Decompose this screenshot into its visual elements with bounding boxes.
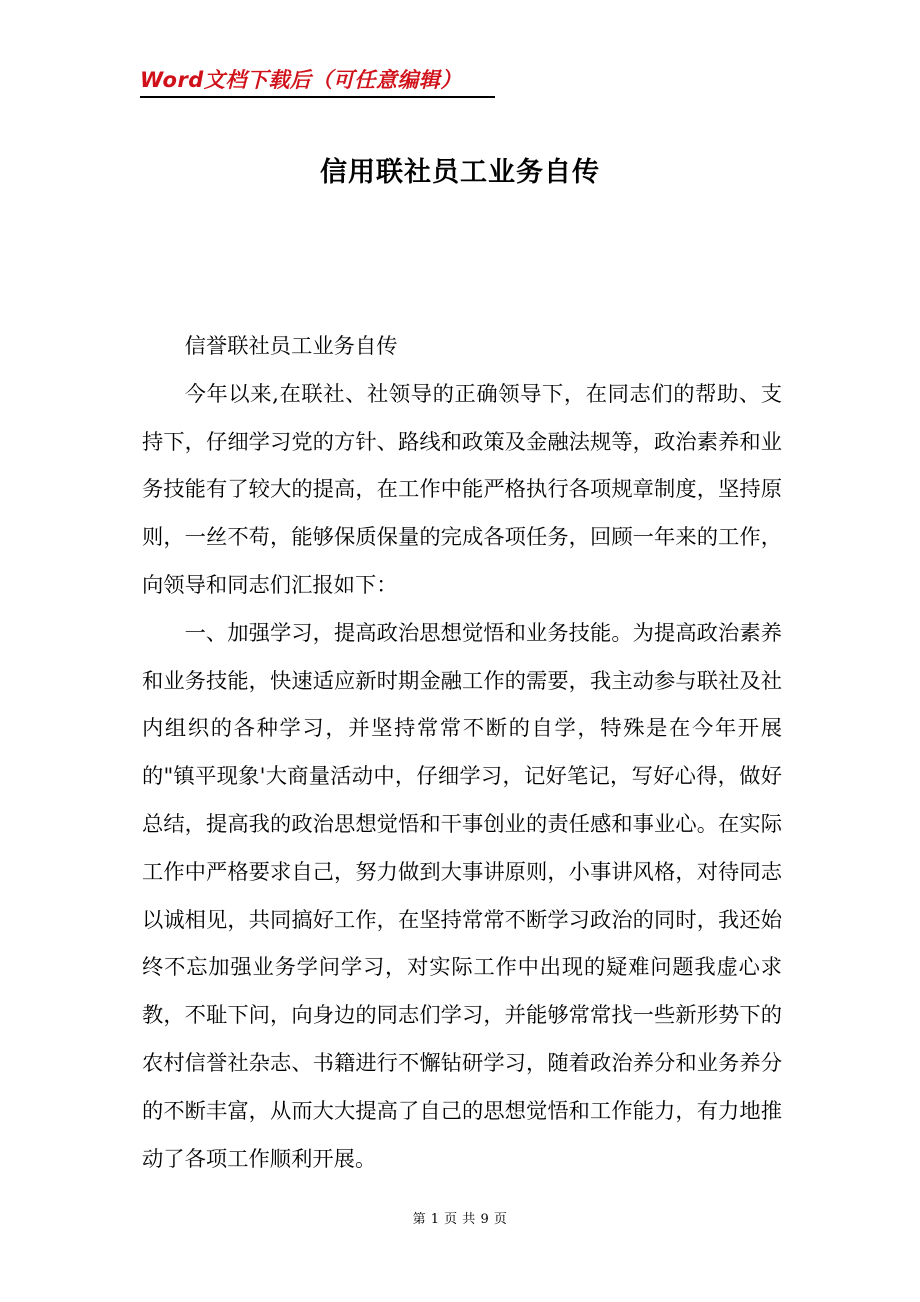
document-body — [142, 323, 782, 1183]
document-title: 信用联社员工业务自传 — [320, 157, 600, 188]
page-number: 第 1 页 共 9 页 — [412, 1212, 508, 1227]
paragraph-subtitle: 信誉联社员工业务自传 — [184, 334, 398, 359]
download-banner — [140, 62, 495, 98]
paragraph-section-1: 一、加强学习，提高政治思想觉悟和业务技能。为提高政治素养和业务技能，快速适应新时期金融工作的需要，我主动参与联社及社内组织的各种学习，并坚持常常不断的自学，特殊是在今年开展的"镇平现象'大商量活动中，仔细学习，记好笔记，写好心得，做好总结，提高我的政治思想觉悟和干事创业的责任感和事业心。在实际工作中严格要求自己，努力做到大事讲原则，小事讲风格，对待同志以诚相见，共同搞好工作，在坚持常常不断学习政治的同时，我还始终不忘加强业务学问学习，对实际工作中出现的疑难问题我虚心求教，不耻下问，向身边的同志们学习，并能够常常找一些新形势下的农村信誉社杂志、书籍进行不懈钻研学习，随着政治养分和业务养分的不断丰富，从而大大提高了自己的思想觉悟和工作能力，有力地推动了各项工作顺利开展。 — [142, 620, 782, 1172]
paragraph-intro: 今年以来,在联社、社领导的正确领导下，在同志们的帮助、支持下，仔细学习党的方针、路线和政策及金融法规等，政治素养和业务技能有了较大的提高，在工作中能严格执行各项规章制度，坚持原则，一丝不苟，能够保质保量的完成各项任务，回顾一年来的工作，向领导和同志们汇报如下： — [142, 381, 782, 598]
download-banner-text: Word文档下载后（可任意编辑） — [140, 68, 462, 92]
